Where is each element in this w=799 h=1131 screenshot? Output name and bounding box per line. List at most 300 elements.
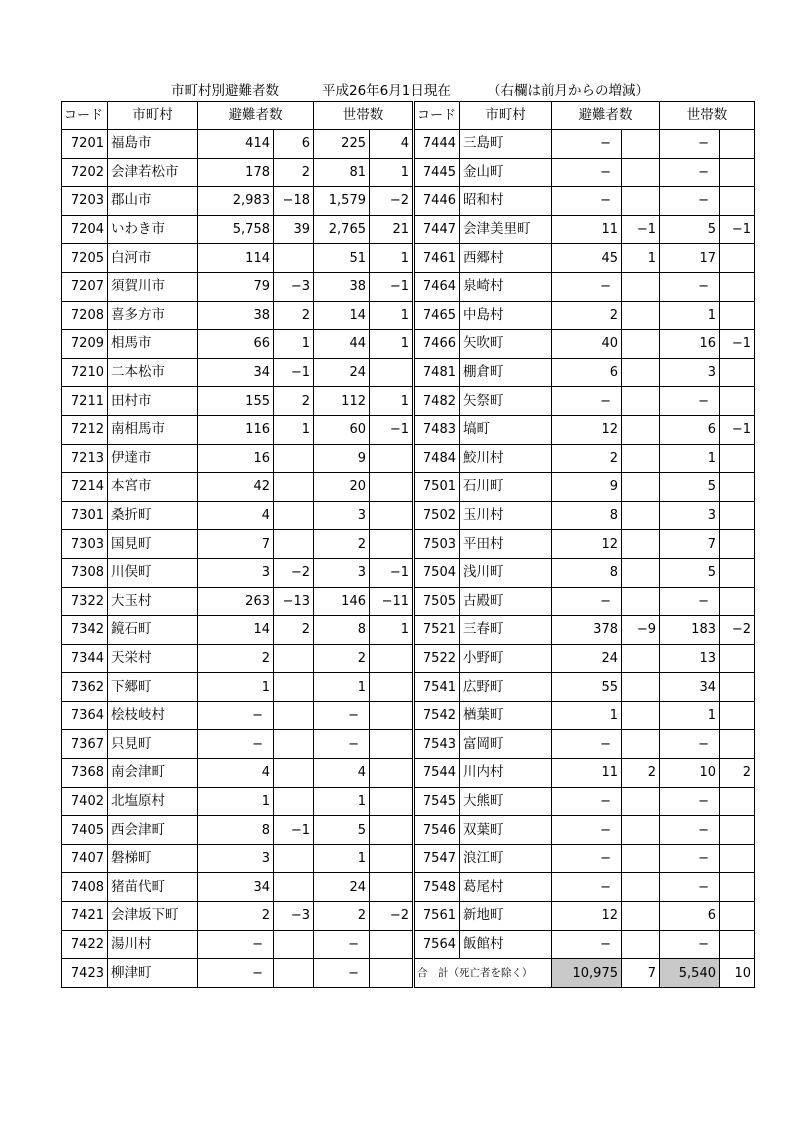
code-cell: 7207 xyxy=(62,272,108,301)
households-cell: 2,765 xyxy=(314,215,370,244)
table-row xyxy=(62,816,755,845)
code-cell: 7503 xyxy=(414,530,460,559)
households-change-cell xyxy=(370,787,414,816)
table-row xyxy=(62,587,755,616)
municipality-cell: 小野町 xyxy=(460,644,552,673)
evacuees-change-cell xyxy=(622,501,660,530)
code-cell: 7544 xyxy=(414,759,460,788)
evacuees-cell: 4 xyxy=(198,501,274,530)
households-change-cell xyxy=(720,844,755,873)
evacuees-cell: 34 xyxy=(198,358,274,387)
municipality-cell: 昭和村 xyxy=(460,187,552,216)
code-cell: 7203 xyxy=(62,187,108,216)
households-cell: 24 xyxy=(314,873,370,902)
municipality-cell: 古殿町 xyxy=(460,587,552,616)
evacuees-change-cell xyxy=(274,959,314,988)
header-municipality: 市町村 xyxy=(108,102,198,130)
evacuees-cell: 11 xyxy=(552,759,622,788)
evacuees-change-cell xyxy=(622,558,660,587)
households-cell: 1 xyxy=(660,301,720,330)
households-change-cell xyxy=(720,673,755,702)
households-change-cell xyxy=(720,473,755,502)
households-cell: 3 xyxy=(660,501,720,530)
municipality-cell: 二本松市 xyxy=(108,358,198,387)
code-cell: 7211 xyxy=(62,387,108,416)
evacuees-change-cell xyxy=(622,158,660,187)
households-cell: 146 xyxy=(314,587,370,616)
households-change-cell xyxy=(370,501,414,530)
evacuees-cell: 3 xyxy=(198,844,274,873)
code-cell: 7301 xyxy=(62,501,108,530)
evacuees-cell: − xyxy=(552,730,622,759)
code-cell: 7368 xyxy=(62,759,108,788)
households-cell: 9 xyxy=(314,444,370,473)
code-cell: 7204 xyxy=(62,215,108,244)
evacuees-change-cell xyxy=(274,759,314,788)
code-cell: 7421 xyxy=(62,902,108,931)
code-cell: 7501 xyxy=(414,473,460,502)
households-cell: − xyxy=(314,959,370,988)
table-row xyxy=(62,759,755,788)
households-change-cell xyxy=(720,530,755,559)
table-row xyxy=(62,873,755,902)
header-row xyxy=(62,102,755,130)
municipality-cell: 川俣町 xyxy=(108,558,198,587)
households-cell: 6 xyxy=(660,415,720,444)
code-cell: 7522 xyxy=(414,644,460,673)
households-cell: − xyxy=(314,730,370,759)
households-cell: 44 xyxy=(314,330,370,359)
households-change-cell: −1 xyxy=(370,272,414,301)
households-cell: 51 xyxy=(314,244,370,273)
households-change-cell xyxy=(370,844,414,873)
evacuee-table xyxy=(61,101,755,988)
evacuees-cell: 263 xyxy=(198,587,274,616)
code-cell: 7405 xyxy=(62,816,108,845)
code-cell: 7465 xyxy=(414,301,460,330)
table-row xyxy=(62,530,755,559)
evacuees-change-cell: −2 xyxy=(274,558,314,587)
households-cell: 34 xyxy=(660,673,720,702)
code-cell: 7202 xyxy=(62,158,108,187)
evacuees-change-cell: −18 xyxy=(274,187,314,216)
municipality-cell: 大玉村 xyxy=(108,587,198,616)
evacuees-cell: 24 xyxy=(552,644,622,673)
table-row xyxy=(62,444,755,473)
evacuees-cell: − xyxy=(552,387,622,416)
evacuees-cell: 178 xyxy=(198,158,274,187)
municipality-cell: 玉川村 xyxy=(460,501,552,530)
municipality-cell: 三島町 xyxy=(460,130,552,159)
header-households: 世帯数 xyxy=(660,102,755,130)
households-change-cell xyxy=(720,558,755,587)
evacuees-change-cell xyxy=(622,816,660,845)
municipality-cell: 国見町 xyxy=(108,530,198,559)
municipality-cell: 磐梯町 xyxy=(108,844,198,873)
households-change-cell xyxy=(370,873,414,902)
table-row xyxy=(62,272,755,301)
evacuees-change-cell xyxy=(274,787,314,816)
municipality-cell: 天栄村 xyxy=(108,644,198,673)
evacuees-cell: 155 xyxy=(198,387,274,416)
evacuees-change-cell xyxy=(622,902,660,931)
municipality-cell: 三春町 xyxy=(460,616,552,645)
households-change-cell xyxy=(370,959,414,988)
households-cell: − xyxy=(660,930,720,959)
evacuees-change-cell xyxy=(622,330,660,359)
table-row xyxy=(62,787,755,816)
households-change-cell xyxy=(720,930,755,959)
evacuees-change-cell: 1 xyxy=(622,244,660,273)
evacuees-change-cell xyxy=(274,473,314,502)
code-cell: 7483 xyxy=(414,415,460,444)
municipality-cell: 湯川村 xyxy=(108,930,198,959)
code-cell: 7445 xyxy=(414,158,460,187)
municipality-cell: 桧枝岐村 xyxy=(108,701,198,730)
table-row xyxy=(62,844,755,873)
municipality-cell: 鮫川村 xyxy=(460,444,552,473)
households-change-cell: 1 xyxy=(370,616,414,645)
municipality-cell: 北塩原村 xyxy=(108,787,198,816)
households-change-cell: −2 xyxy=(370,902,414,931)
code-cell: 7322 xyxy=(62,587,108,616)
municipality-cell: いわき市 xyxy=(108,215,198,244)
households-cell: 17 xyxy=(660,244,720,273)
households-change-cell xyxy=(370,816,414,845)
evacuees-cell: 116 xyxy=(198,415,274,444)
households-cell: 3 xyxy=(660,358,720,387)
title-main: 市町村別避難者数 xyxy=(171,83,279,99)
table-row xyxy=(62,730,755,759)
households-cell: 20 xyxy=(314,473,370,502)
households-change-cell xyxy=(720,644,755,673)
evacuees-cell: 40 xyxy=(552,330,622,359)
evacuees-cell: 2,983 xyxy=(198,187,274,216)
code-cell: 7212 xyxy=(62,415,108,444)
municipality-cell: 会津美里町 xyxy=(460,215,552,244)
households-cell: 112 xyxy=(314,387,370,416)
evacuees-change-cell: 1 xyxy=(274,330,314,359)
municipality-cell: 石川町 xyxy=(460,473,552,502)
households-change-cell: −1 xyxy=(720,415,755,444)
households-change-cell: 1 xyxy=(370,301,414,330)
households-change-cell xyxy=(370,759,414,788)
evacuees-cell: 8 xyxy=(198,816,274,845)
municipality-cell: 新地町 xyxy=(460,902,552,931)
households-cell: − xyxy=(660,187,720,216)
households-cell: 3 xyxy=(314,501,370,530)
evacuees-cell: − xyxy=(552,787,622,816)
households-change-cell xyxy=(720,301,755,330)
evacuees-cell: 42 xyxy=(198,473,274,502)
table-row xyxy=(62,415,755,444)
evacuees-change-cell xyxy=(274,530,314,559)
households-cell: 1 xyxy=(660,701,720,730)
municipality-cell: 飯館村 xyxy=(460,930,552,959)
municipality-cell: 楢葉町 xyxy=(460,701,552,730)
document-title xyxy=(0,79,799,99)
evacuees-cell: − xyxy=(552,816,622,845)
table-row xyxy=(62,244,755,273)
municipality-cell: 鏡石町 xyxy=(108,616,198,645)
households-cell: 5 xyxy=(660,473,720,502)
evacuees-change-cell xyxy=(622,473,660,502)
households-cell: − xyxy=(314,701,370,730)
households-change-cell: 1 xyxy=(370,387,414,416)
evacuees-change-cell: −1 xyxy=(274,358,314,387)
households-cell: − xyxy=(660,130,720,159)
households-change-cell xyxy=(720,701,755,730)
code-cell: 7541 xyxy=(414,673,460,702)
evacuees-change-cell: −1 xyxy=(274,816,314,845)
households-change-cell xyxy=(720,501,755,530)
municipality-cell: 会津坂下町 xyxy=(108,902,198,931)
code-cell: 7402 xyxy=(62,787,108,816)
table-row xyxy=(62,959,755,988)
header-code: コード xyxy=(62,102,108,130)
evacuees-change-cell xyxy=(274,501,314,530)
evacuees-cell: 2 xyxy=(552,301,622,330)
municipality-cell: 矢祭町 xyxy=(460,387,552,416)
evacuees-change-cell xyxy=(622,130,660,159)
households-cell: 1 xyxy=(314,673,370,702)
evacuees-change-cell xyxy=(622,587,660,616)
code-cell: 7408 xyxy=(62,873,108,902)
households-cell: 2 xyxy=(314,902,370,931)
evacuees-change-cell xyxy=(622,673,660,702)
code-cell: 7464 xyxy=(414,272,460,301)
title-note: （右欄は前月からの増減） xyxy=(487,83,649,99)
households-change-cell: −11 xyxy=(370,587,414,616)
evacuees-change-cell xyxy=(622,187,660,216)
households-cell: 8 xyxy=(314,616,370,645)
evacuees-change-cell xyxy=(274,730,314,759)
households-cell: 1 xyxy=(314,844,370,873)
evacuees-cell: 3 xyxy=(198,558,274,587)
households-cell: − xyxy=(660,844,720,873)
households-cell: − xyxy=(660,816,720,845)
municipality-cell: 平田村 xyxy=(460,530,552,559)
code-cell: 7545 xyxy=(414,787,460,816)
total-label: 合 計（死亡者を除く） xyxy=(414,959,552,988)
code-cell: 7344 xyxy=(62,644,108,673)
households-change-cell xyxy=(370,930,414,959)
evacuees-cell: − xyxy=(552,930,622,959)
households-change-cell xyxy=(720,358,755,387)
evacuees-change-cell xyxy=(622,530,660,559)
evacuees-cell: 8 xyxy=(552,558,622,587)
evacuees-cell: 14 xyxy=(198,616,274,645)
households-change-cell xyxy=(720,730,755,759)
households-cell: 183 xyxy=(660,616,720,645)
households-change-cell: 21 xyxy=(370,215,414,244)
households-change-cell xyxy=(720,130,755,159)
evacuees-change-cell: 39 xyxy=(274,215,314,244)
households-cell: − xyxy=(314,930,370,959)
municipality-cell: 浪江町 xyxy=(460,844,552,873)
evacuees-change-cell xyxy=(622,272,660,301)
code-cell: 7208 xyxy=(62,301,108,330)
evacuees-cell: 11 xyxy=(552,215,622,244)
households-change-cell xyxy=(720,787,755,816)
total-households-change: 10 xyxy=(720,959,755,988)
households-change-cell: −1 xyxy=(370,558,414,587)
evacuees-cell: 38 xyxy=(198,301,274,330)
table-row xyxy=(62,130,755,159)
municipality-cell: 南相馬市 xyxy=(108,415,198,444)
households-change-cell xyxy=(720,272,755,301)
municipality-cell: 葛尾村 xyxy=(460,873,552,902)
evacuees-cell: − xyxy=(552,187,622,216)
evacuees-cell: 8 xyxy=(552,501,622,530)
table-row xyxy=(62,558,755,587)
evacuees-cell: 2 xyxy=(198,902,274,931)
table-row xyxy=(62,215,755,244)
code-cell: 7205 xyxy=(62,244,108,273)
code-cell: 7342 xyxy=(62,616,108,645)
table-row xyxy=(62,673,755,702)
municipality-cell: 棚倉町 xyxy=(460,358,552,387)
evacuees-change-cell xyxy=(622,730,660,759)
evacuees-cell: 79 xyxy=(198,272,274,301)
evacuees-cell: − xyxy=(198,701,274,730)
households-change-cell xyxy=(720,873,755,902)
evacuees-change-cell xyxy=(622,644,660,673)
households-change-cell xyxy=(370,473,414,502)
evacuees-cell: 114 xyxy=(198,244,274,273)
municipality-cell: 広野町 xyxy=(460,673,552,702)
evacuees-change-cell xyxy=(622,787,660,816)
header-code: コード xyxy=(414,102,460,130)
evacuees-cell: 12 xyxy=(552,530,622,559)
households-cell: 81 xyxy=(314,158,370,187)
evacuees-cell: 12 xyxy=(552,902,622,931)
households-change-cell: 1 xyxy=(370,330,414,359)
code-cell: 7547 xyxy=(414,844,460,873)
municipality-cell: 大熊町 xyxy=(460,787,552,816)
households-change-cell xyxy=(370,444,414,473)
households-cell: 5 xyxy=(314,816,370,845)
evacuees-cell: − xyxy=(198,930,274,959)
code-cell: 7407 xyxy=(62,844,108,873)
evacuees-change-cell xyxy=(622,930,660,959)
code-cell: 7362 xyxy=(62,673,108,702)
evacuees-cell: 414 xyxy=(198,130,274,159)
evacuees-change-cell xyxy=(274,444,314,473)
households-cell: 5 xyxy=(660,215,720,244)
households-cell: 6 xyxy=(660,902,720,931)
evacuees-change-cell xyxy=(622,358,660,387)
evacuees-change-cell: −1 xyxy=(622,215,660,244)
header-evacuees: 避難者数 xyxy=(198,102,314,130)
households-change-cell xyxy=(720,816,755,845)
table-row xyxy=(62,330,755,359)
evacuees-change-cell xyxy=(622,387,660,416)
table-row xyxy=(62,387,755,416)
evacuees-cell: 2 xyxy=(552,444,622,473)
households-change-cell xyxy=(370,644,414,673)
households-cell: − xyxy=(660,730,720,759)
header-households: 世帯数 xyxy=(314,102,414,130)
municipality-cell: 桑折町 xyxy=(108,501,198,530)
code-cell: 7367 xyxy=(62,730,108,759)
evacuees-cell: − xyxy=(552,587,622,616)
municipality-cell: 泉崎村 xyxy=(460,272,552,301)
households-change-cell xyxy=(370,673,414,702)
households-cell: 13 xyxy=(660,644,720,673)
code-cell: 7209 xyxy=(62,330,108,359)
households-cell: − xyxy=(660,787,720,816)
evacuees-cell: 1 xyxy=(198,787,274,816)
evacuees-cell: 1 xyxy=(198,673,274,702)
table-row xyxy=(62,187,755,216)
households-change-cell xyxy=(720,587,755,616)
households-cell: 24 xyxy=(314,358,370,387)
municipality-cell: 塙町 xyxy=(460,415,552,444)
municipality-cell: 猪苗代町 xyxy=(108,873,198,902)
code-cell: 7481 xyxy=(414,358,460,387)
municipality-cell: 須賀川市 xyxy=(108,272,198,301)
evacuees-change-cell: 1 xyxy=(274,415,314,444)
evacuees-change-cell: −3 xyxy=(274,272,314,301)
evacuees-cell: − xyxy=(198,730,274,759)
evacuees-change-cell xyxy=(622,415,660,444)
municipality-cell: 柳津町 xyxy=(108,959,198,988)
code-cell: 7521 xyxy=(414,616,460,645)
code-cell: 7210 xyxy=(62,358,108,387)
total-evacuees: 10,975 xyxy=(552,959,622,988)
code-cell: 7446 xyxy=(414,187,460,216)
code-cell: 7213 xyxy=(62,444,108,473)
evacuees-cell: 12 xyxy=(552,415,622,444)
households-cell: 2 xyxy=(314,530,370,559)
evacuees-change-cell xyxy=(274,873,314,902)
evacuees-change-cell: 6 xyxy=(274,130,314,159)
households-change-cell xyxy=(370,530,414,559)
municipality-cell: 富岡町 xyxy=(460,730,552,759)
households-change-cell xyxy=(370,358,414,387)
municipality-cell: 只見町 xyxy=(108,730,198,759)
households-change-cell xyxy=(720,158,755,187)
households-change-cell: 2 xyxy=(720,759,755,788)
households-cell: 2 xyxy=(314,644,370,673)
table-row xyxy=(62,902,755,931)
households-cell: 225 xyxy=(314,130,370,159)
table-row xyxy=(62,158,755,187)
evacuees-change-cell xyxy=(274,644,314,673)
header-municipality: 市町村 xyxy=(460,102,552,130)
code-cell: 7447 xyxy=(414,215,460,244)
households-change-cell: −1 xyxy=(370,415,414,444)
municipality-cell: 喜多方市 xyxy=(108,301,198,330)
evacuees-change-cell: −13 xyxy=(274,587,314,616)
households-cell: 38 xyxy=(314,272,370,301)
code-cell: 7546 xyxy=(414,816,460,845)
evacuees-cell: 378 xyxy=(552,616,622,645)
municipality-cell: 伊達市 xyxy=(108,444,198,473)
evacuees-change-cell: 2 xyxy=(274,387,314,416)
evacuees-change-cell xyxy=(622,844,660,873)
evacuees-cell: 5,758 xyxy=(198,215,274,244)
evacuees-change-cell: 2 xyxy=(274,616,314,645)
municipality-cell: 双葉町 xyxy=(460,816,552,845)
evacuees-cell: 2 xyxy=(198,644,274,673)
households-change-cell: 4 xyxy=(370,130,414,159)
code-cell: 7423 xyxy=(62,959,108,988)
table-row xyxy=(62,930,755,959)
households-cell: − xyxy=(660,873,720,902)
evacuees-change-cell xyxy=(622,301,660,330)
